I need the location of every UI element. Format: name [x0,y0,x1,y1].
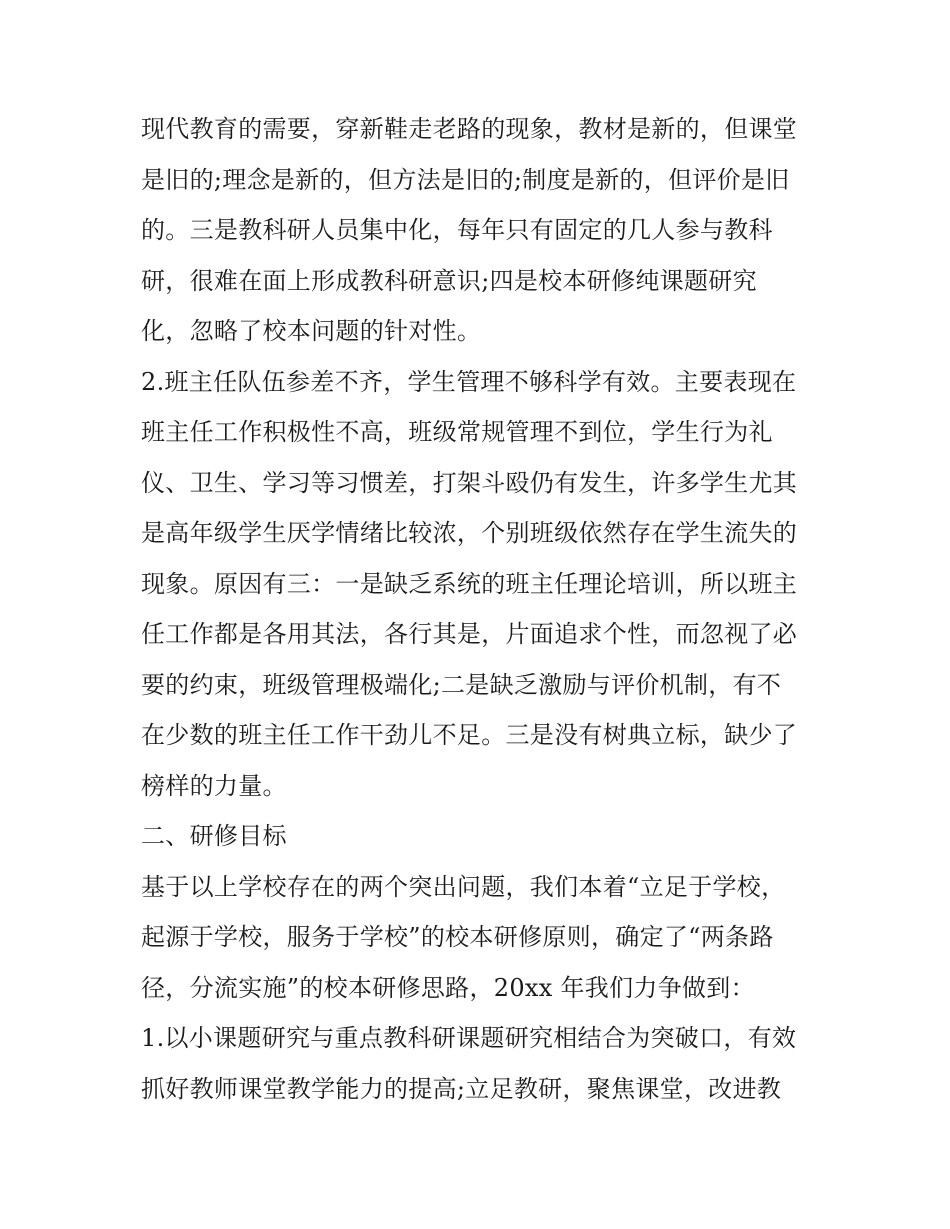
text-line: 榜样的力量。 [141,772,287,800]
text-line: 现代教育的需要，穿新鞋走老路的现象，教材是新的，但课堂 [141,115,798,143]
text-line: 班主任工作积极性不高，班级常规管理不到位，学生行为礼 [141,418,773,446]
text-line: 化，忽略了校本问题的针对性。 [141,317,482,345]
text-line: 抓好教师课堂教学能力的提高;立足教研，聚焦课堂，改进教 [141,1075,782,1103]
text-line: 要的约束，班级管理极端化;二是缺乏激励与评价机制，有不 [141,671,782,699]
text-line: 的。三是教科研人员集中化，每年只有固定的几人参与教科 [141,216,773,244]
text-line: 是高年级学生厌学情绪比较浓，个别班级依然存在学生流失的 [141,519,798,547]
section-heading: 二、研修目标 [141,822,287,850]
text-line: 是旧的;理念是新的，但方法是旧的;制度是新的，但评价是旧 [141,166,790,194]
text-line: 任工作都是各用其法，各行其是，片面追求个性，而忽视了必 [141,620,798,648]
text-line: 1.以小课题研究与重点教科研课题研究相结合为突破口，有效 [141,1024,797,1052]
text-line: 起源于学校，服务于学校”的校本研修原则，确定了“两条路 [141,923,774,951]
text-line: 2.班主任队伍参差不齐，学生管理不够科学有效。主要表现在 [141,368,797,396]
text-line: 基于以上学校存在的两个突出问题，我们本着“立足于学校， [141,873,786,901]
text-line: 现象。原因有三：一是缺乏系统的班主任理论培训，所以班主 [141,570,798,598]
text-line: 仪、卫生、学习等习惯差，打架斗殴仍有发生，许多学生尤其 [141,469,798,497]
text-line: 研，很难在面上形成教科研意识;四是校本研修纯课题研究 [141,267,757,295]
text-line: 在少数的班主任工作干劲儿不足。三是没有树典立标，缺少了 [141,721,798,749]
text-line: 径，分流实施”的校本研修思路，20xx 年我们力争做到： [141,974,755,1002]
